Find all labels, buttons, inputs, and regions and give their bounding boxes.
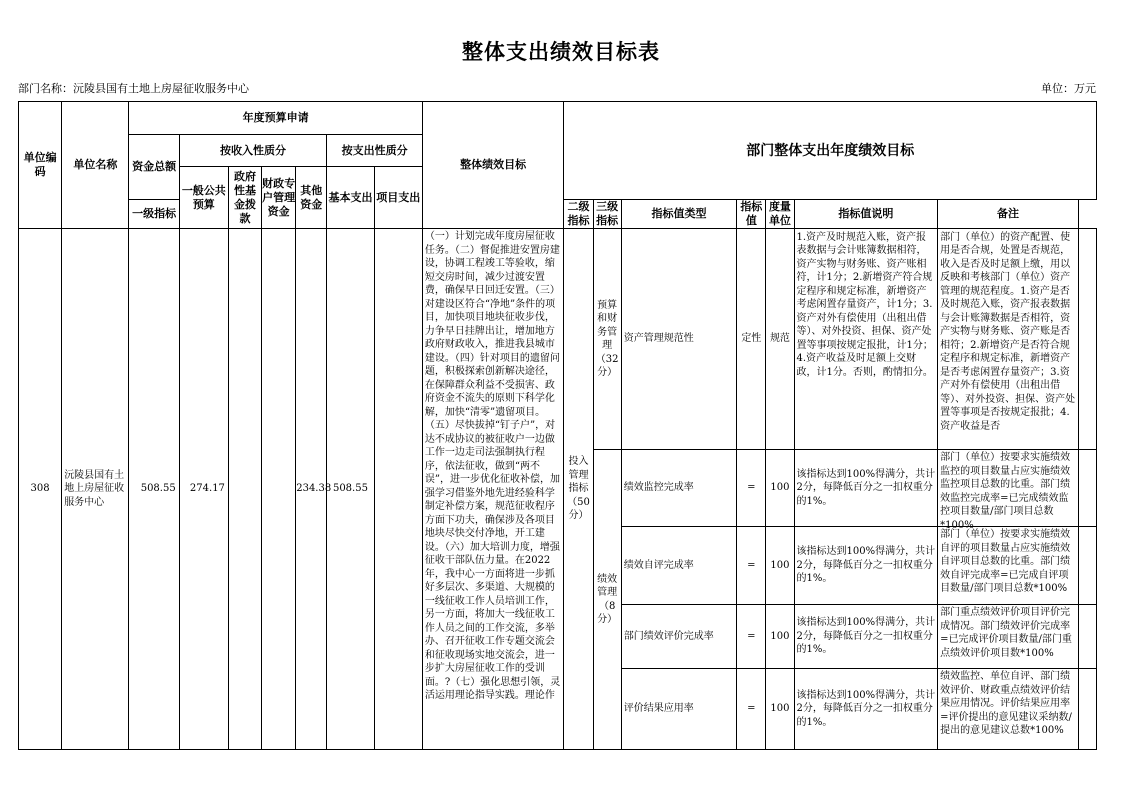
indicator-desc-wrapper (938, 229, 1079, 450)
cell-general-budget: 274.17 (179, 229, 228, 750)
indicator-level3: 绩效监控完成率 (621, 450, 737, 527)
unit-label: 单位：万元 (1041, 82, 1096, 95)
indicator-remark (1078, 450, 1096, 527)
indicator-level3: 绩效自评完成率 (621, 527, 737, 605)
indicator-level3: 资产管理规范性 (621, 229, 737, 450)
indicator-desc: 部门（单位）按要求实施绩效监控的项目数量占应实施绩效监控项目总数的比重。部门绩效监控完成率=已完成绩效监控项目数量/部门项目总数*100% (940, 452, 1071, 531)
cell-basic-exp: 508.55 (327, 229, 374, 750)
indicator-desc: 部门重点绩效评价项目评价完成情况。部门绩效评价完成率=已完成评价项目数量/部门重点绩效评价项目数*100% (940, 607, 1072, 659)
header-total-funds: 资金总额 (129, 135, 179, 200)
department-name: 部门名称：沅陵县国有土地上房屋征收服务中心 (18, 82, 249, 95)
header-special-fund: 财政专户管理资金 (262, 167, 296, 229)
indicator-measure: 该指标达到100%得满分，共计2分，每降低百分之一扣权重分的1%。 (794, 527, 938, 605)
header-annual-budget: 年度预算申请 (129, 102, 422, 135)
indicator-value: 100 (766, 527, 794, 605)
indicator-desc-wrapper (938, 669, 1079, 750)
indicator-remark (1078, 605, 1096, 669)
indicator-remark (1078, 527, 1096, 605)
indicator-level3: 部门绩效评价完成率 (621, 605, 737, 669)
indicator-measure: 该指标达到100%得满分，共计2分，每降低百分之一扣权重分的1%。 (794, 669, 938, 750)
indicator-desc: 绩效监控、单位自评、部门绩效评价、财政重点绩效评价结果应用情况。评价结果应用率=评价提出的意见建议采纳数/提出的意见建议总数*100% (940, 671, 1072, 736)
header-by-income: 按收入性质分 (179, 135, 327, 167)
cell-gov-fund (228, 229, 261, 750)
header-by-expense: 按支出性质分 (327, 135, 422, 167)
indicator-measure: 该指标达到100%得满分，共计2分，每降低百分之一扣权重分的1%。 (794, 450, 938, 527)
header-other-funds: 其他资金 (296, 167, 327, 229)
indicator-type: = (737, 669, 766, 750)
cell-level1: 投入管理指标（50分） (564, 229, 593, 750)
indicator-type: = (737, 527, 766, 605)
indicator-value: 100 (766, 605, 794, 669)
header-overall-goal: 整体绩效目标 (422, 102, 564, 229)
header-level2: 二级指标 (564, 200, 593, 229)
indicator-desc: 部门（单位）按要求实施绩效自评的项目数量占应实施绩效自评项目总数的比重。部门绩效自评完成率=已完成自评项目数量/部门项目总数*100% (940, 529, 1071, 594)
indicator-type: = (737, 605, 766, 669)
performance-table (18, 101, 1097, 750)
header-basic-exp: 基本支出 (327, 167, 374, 229)
indicator-remark (1078, 669, 1096, 750)
header-unit-name: 单位名称 (62, 102, 129, 229)
cell-level2-budget: 预算和财务管理（32分） (593, 229, 621, 450)
header-measure-unit: 度量单位 (766, 200, 794, 229)
page-title: 整体支出绩效目标表 (462, 40, 660, 64)
header-project-exp: 项目支出 (374, 167, 422, 229)
indicator-value: 100 (766, 669, 794, 750)
indicator-desc: 部门（单位）的资产配置、使用是否合规，处置是否规范，收入是否及时足额上缴，用以反映和考核部门（单位）资产管理的规范程度。1.资产是否及时规范入账，资产报表数据与会计账簿数据是否相符，资产实物与财务账、资产账是否相符；2.新增资产是否符合规定程序和规定标准，新增资产是否考虑闲置存量资产；3.资产对外有偿使用（出租出借等）、对外投资、担保、资产处置等事项是否按规定报批；4.资产收益是否 (940, 231, 1076, 432)
indicator-desc-wrapper (938, 450, 1079, 531)
cell-special-fund (262, 229, 296, 750)
indicator-level3: 评价结果应用率 (621, 669, 737, 750)
indicator-measure-wrapper (794, 229, 938, 450)
header-value-type: 指标值类型 (621, 200, 737, 229)
indicator-value: 100 (766, 450, 794, 527)
header-dept-goal: 部门整体支出年度绩效目标 (564, 102, 1097, 200)
indicator-type: 定性 (737, 229, 766, 450)
indicator-desc-wrapper (938, 605, 1079, 669)
cell-unit-name: 沅陵县国有土地上房屋征收服务中心 (62, 229, 129, 750)
header-value-desc: 指标值说明 (794, 200, 938, 229)
header-level1: 一级指标 (129, 200, 179, 229)
header-general-budget: 一般公共预算 (179, 167, 228, 229)
cell-goal-wrapper (422, 229, 564, 750)
goal-text: （一）计划完成年度房屋征收任务。（二）督促推进安置房建设，协调工程竣工等验收，缩短交房时间，减少过渡安置费，确保早日回迁安置。（三）对建设区符合“净地”条件的项目，加快项目地块征收步伐，力争早日挂牌出让，增加地方政府财政收入，推进我县城市建设。（四）针对项目的遗留问题，积极探索创新解决途径，在保障群众利益不受损害、政府资金不流失的原则下科学化解，加快“清零”遗留项目。（五）尽快拔掉“钉子户”，对达不成协议的被征收户一边做工作一边走司法强制执行程序，依法征收，做到“两不误”，进一步优化征收补偿，加强学习借鉴外地先进经验科学制定补偿方案，规范征收程序方面下功夫，确保涉及各项目地块尽快交付净地，开工建设。（六）加大培训力度，增强征收干部队伍力量。在2022年，我中心一方面将进一步抓好多层次、多渠道、大规模的一线征收工作人员培训工作，另一方面，将加大一线征收工作人员之间的工作交流，多举办、召开征收工作专题交流会和征收现场实地交流会，进一步扩大房屋征收工作的受训面。?（七）强化思想引领，灵活运用理论指导实践。理论作 (424, 231, 561, 701)
header-gov-fund: 政府性基金拨款 (228, 167, 261, 229)
indicator-type: = (737, 450, 766, 527)
indicator-measure: 1.资产及时规范入账，资产报表数据与会计账簿数据相符，资产实物与财务账、资产账相符，计1分；2.新增资产符合规定程序和规定标准，新增资产考虑闲置存量资产，计1分；3.资产对外有偿使用（出租出借等）、对外投资、担保、资产处置等事项按规定报批，计1分；4.资产收益及时足额上交财政，计1分。否则，酌情扣分。 (796, 231, 933, 378)
indicator-value: 规范 (766, 229, 794, 450)
cell-level2-perf: 绩效管理（8分） (593, 450, 621, 750)
cell-unit-code: 308 (19, 229, 62, 750)
header-value: 指标值 (737, 200, 766, 229)
cell-other-funds: 234.38 (296, 229, 327, 750)
header-unit-code: 单位编码 (19, 102, 62, 229)
indicator-remark (1078, 229, 1096, 450)
header-level3: 三级指标 (593, 200, 621, 229)
cell-project-exp (374, 229, 422, 750)
indicator-measure: 该指标达到100%得满分，共计2分，每降低百分之一扣权重分的1%。 (794, 605, 938, 669)
indicator-desc-wrapper (938, 527, 1079, 605)
cell-total: 508.55 (129, 229, 179, 750)
header-remark: 备注 (938, 200, 1079, 229)
